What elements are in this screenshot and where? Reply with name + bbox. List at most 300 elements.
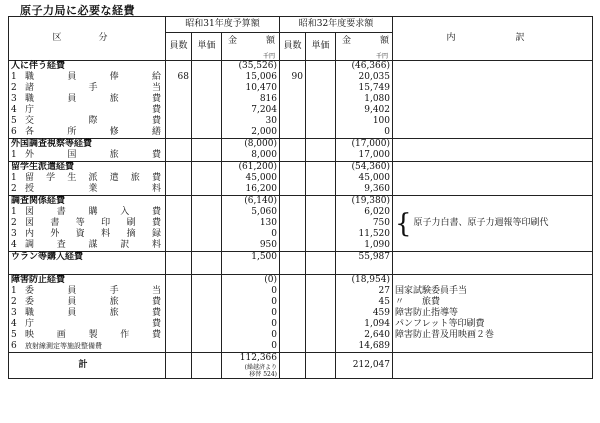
- group-fy32-total: (18,954): [351, 275, 390, 285]
- item-char: 刷: [126, 218, 136, 228]
- item-fy32-count: [282, 94, 303, 105]
- item-char: 録: [151, 229, 161, 239]
- item-label: [11, 83, 163, 94]
- item-fy32-amount: 1,090: [364, 240, 390, 250]
- item-char: 旅: [109, 150, 119, 160]
- cell-line: [194, 252, 219, 263]
- group-row: [9, 196, 593, 252]
- item-label: [11, 297, 163, 308]
- item-label: [11, 286, 163, 297]
- item-fy32-count: [282, 116, 303, 127]
- item-char: 旅: [109, 297, 119, 307]
- item-char: 修: [109, 127, 119, 137]
- group-title: 調査関係経費: [11, 196, 66, 206]
- item-number: 1: [11, 286, 17, 296]
- breakdown-note: [393, 252, 593, 275]
- group-category: [9, 139, 166, 162]
- item-fy32-count: [282, 218, 303, 229]
- cell-line: [308, 61, 333, 72]
- item-name: [25, 94, 163, 105]
- item-fy32-count: [282, 173, 303, 184]
- item-fy31-amount: 10,470: [245, 83, 277, 93]
- item-number: 4: [11, 105, 17, 115]
- item-char: 員: [67, 308, 77, 318]
- cell-line: [168, 252, 189, 263]
- item-fy31-unit: [194, 341, 219, 352]
- item-number: 1: [11, 207, 17, 217]
- item-number: 3: [11, 94, 17, 104]
- cell-line: [282, 252, 303, 263]
- item-char: 手: [109, 286, 119, 296]
- item-number: 2: [11, 83, 17, 93]
- group-title: 障害防止経費: [11, 275, 66, 285]
- item-fy32-amount: 2,640: [364, 330, 390, 340]
- item-fy32-unit: [308, 286, 333, 297]
- item-char: 図: [25, 218, 35, 228]
- item-char: 摘: [126, 229, 136, 239]
- total-fy31-count: [166, 353, 192, 379]
- item-char: 映: [25, 330, 35, 340]
- item-label: [11, 240, 163, 251]
- item-number: 1: [11, 173, 17, 183]
- item-char: 謀: [88, 240, 98, 250]
- item-fy32-unit: [308, 319, 333, 330]
- item-name: [25, 150, 163, 161]
- header-fy32: 昭和32年度要求額: [280, 17, 393, 33]
- item-name: [25, 127, 163, 138]
- item-char: 職: [25, 308, 35, 318]
- item-fy31-amount: 0: [271, 286, 277, 296]
- item-name: [25, 105, 163, 116]
- fy31-unit-price: [192, 196, 222, 252]
- item-fy31-unit: [194, 150, 219, 161]
- total-label: 計: [9, 353, 166, 379]
- item-char: 員: [67, 297, 77, 307]
- item-note: [395, 105, 590, 116]
- item-fy32-count: [282, 240, 303, 251]
- item-fy32-count: [282, 150, 303, 161]
- group-row: [9, 162, 593, 196]
- group-row: [9, 61, 593, 139]
- item-char: 手: [88, 83, 98, 93]
- item-char: 費: [151, 330, 161, 340]
- breakdown-note: [393, 162, 593, 196]
- group-category: [9, 162, 166, 196]
- item-fy32-unit: [308, 83, 333, 94]
- item-fy31-amount: 45,000: [245, 173, 277, 183]
- item-fy31-count: [168, 341, 189, 352]
- cell-line: [168, 275, 189, 286]
- item-fy31-unit: [194, 94, 219, 105]
- group-fy32-total: (19,380): [351, 196, 390, 206]
- fy32-amount: [336, 275, 393, 353]
- item-fy32-unit: [308, 218, 333, 229]
- item-fy32-amount: 17,000: [358, 150, 390, 160]
- item-fy31-unit: [194, 319, 219, 330]
- item-fy32-count: [282, 184, 303, 195]
- item-char: 委: [25, 286, 35, 296]
- fy31-amount: [222, 139, 280, 162]
- item-fy32-amount: 9,402: [364, 105, 390, 115]
- fy31-count: [166, 196, 192, 252]
- item-char: 国: [67, 150, 77, 160]
- item-name: [25, 173, 163, 184]
- item-char: 旅: [109, 94, 119, 104]
- item-fy31-count: [168, 184, 189, 195]
- item-fy31-unit: [194, 229, 219, 240]
- item-char: 授: [25, 184, 35, 194]
- item-fy32-count: [282, 286, 303, 297]
- item-number: 4: [11, 319, 17, 329]
- item-char: 諸: [25, 83, 35, 93]
- cell-line: [168, 139, 189, 150]
- item-char: 員: [67, 286, 77, 296]
- fy32-unit-price: [306, 61, 336, 139]
- item-label: [11, 319, 163, 330]
- group-title: 外国調査視察等経費: [11, 139, 93, 149]
- item-char: 料: [151, 240, 161, 250]
- item-fy31-unit: [194, 330, 219, 341]
- fy32-amount: [336, 139, 393, 162]
- item-note: [395, 341, 590, 352]
- item-note: [395, 173, 590, 184]
- item-char: 料: [151, 184, 161, 194]
- item-fy32-amount: 1,094: [364, 319, 390, 329]
- item-char: 交: [25, 116, 35, 126]
- item-fy31-unit: [194, 207, 219, 218]
- item-fy31-count: [168, 240, 189, 251]
- item-label: [11, 229, 163, 240]
- item-fy32-amount: 9,360: [364, 184, 390, 194]
- item-fy32-unit: [308, 341, 333, 352]
- item-name: [25, 308, 163, 319]
- item-char: 費: [151, 319, 161, 329]
- group-fy31-total: (35,526): [238, 61, 277, 71]
- item-fy31-amount: 30: [265, 116, 277, 126]
- item-char: 外: [50, 229, 60, 239]
- group-category: [9, 61, 166, 139]
- item-char: 調: [25, 240, 35, 250]
- item-fy31-amount: 7,204: [251, 105, 277, 115]
- item-char: 費: [151, 308, 161, 318]
- item-fy31-amount: 0: [271, 229, 277, 239]
- group-note-text: 原子力白書、原子力週報等印刷代: [413, 218, 549, 228]
- total-fy32-amount: 212,047: [336, 353, 393, 379]
- fy31-count: [166, 61, 192, 139]
- group-category: [9, 252, 166, 275]
- item-note: 国家試験委員手当: [395, 286, 468, 296]
- item-number: 6: [11, 341, 17, 351]
- item-fy32-count: [282, 83, 303, 94]
- item-number: 6: [11, 127, 17, 137]
- item-fy32-unit: [308, 150, 333, 161]
- item-fy31-count: [168, 150, 189, 161]
- item-fy32-unit: [308, 297, 333, 308]
- item-char: 費: [151, 150, 161, 160]
- fy32-unit-price: [306, 162, 336, 196]
- item-char: 旅: [109, 308, 119, 318]
- item-char: 画: [56, 330, 66, 340]
- item-fy32-count: [282, 207, 303, 218]
- group-fy31-total: (6,140): [244, 196, 277, 206]
- item-fy31-amount: 8,000: [251, 150, 277, 160]
- item-note: 障害防止指導等: [395, 308, 459, 318]
- fy32-amount: [336, 162, 393, 196]
- item-char: 職: [25, 72, 35, 82]
- item-fy32-unit: [308, 105, 333, 116]
- item-fy32-unit: [308, 240, 333, 251]
- header-fy31-count: 員数: [166, 33, 192, 61]
- breakdown-note: [393, 139, 593, 162]
- item-label: [11, 94, 163, 105]
- item-fy31-amount: 130: [259, 218, 277, 228]
- total-fy32-unit: [306, 353, 336, 379]
- item-number: 1: [11, 150, 17, 160]
- item-char: 学: [46, 173, 56, 183]
- item-char: 費: [151, 218, 161, 228]
- item-number: 4: [11, 240, 17, 250]
- item-fy31-amount: 0: [271, 319, 277, 329]
- item-char: 派: [88, 173, 98, 183]
- item-fy32-count: [282, 127, 303, 138]
- item-char: 査: [56, 240, 66, 250]
- item-fy31-count: [168, 229, 189, 240]
- cell-line: [194, 139, 219, 150]
- total-fy31-amount: 112,366 (繰越済より 移替 524): [222, 353, 280, 379]
- cell-line: [395, 252, 590, 263]
- item-name: [25, 330, 163, 341]
- cell-line: [282, 61, 303, 72]
- item-char: 作: [120, 330, 130, 340]
- item-fy32-count: [282, 105, 303, 116]
- item-char: 費: [151, 297, 161, 307]
- item-fy31-unit: [194, 240, 219, 251]
- item-fy31-amount: 5,060: [251, 207, 277, 217]
- item-char: 費: [151, 207, 161, 217]
- fy31-unit-price: [192, 162, 222, 196]
- fy31-unit-price: [192, 275, 222, 353]
- item-char: 庁: [25, 105, 35, 115]
- group-fy31-total: (61,200): [238, 162, 277, 172]
- item-number: 3: [11, 308, 17, 318]
- item-char: 給: [151, 72, 161, 82]
- group-row: [9, 139, 593, 162]
- cell-line: [395, 162, 590, 173]
- fy31-count: [166, 139, 192, 162]
- item-fy31-unit: [194, 173, 219, 184]
- item-fy32-unit: [308, 330, 333, 341]
- group-fy32-total: (17,000): [351, 139, 390, 149]
- item-fy31-count: [168, 116, 189, 127]
- cell-line: [168, 61, 189, 72]
- item-fy32-amount: 45,000: [358, 173, 390, 183]
- cell-line: [308, 275, 333, 286]
- item-char: 俸: [109, 72, 119, 82]
- item-char: 繕: [151, 127, 161, 137]
- item-note: 〃 旅費: [395, 297, 441, 307]
- item-note: [395, 83, 590, 94]
- item-name: [25, 72, 163, 83]
- item-char: 旅: [130, 173, 140, 183]
- fy31-count: [166, 162, 192, 196]
- item-char: 員: [67, 94, 77, 104]
- item-note: [395, 150, 590, 161]
- item-number: 5: [11, 116, 17, 126]
- item-char: 職: [25, 94, 35, 104]
- item-number: 1: [11, 72, 17, 82]
- item-char: 資: [75, 229, 85, 239]
- item-char: 各: [25, 127, 35, 137]
- cell-line: [395, 139, 590, 150]
- header-fy31-amount: 金 額 千円: [222, 33, 280, 61]
- item-note: [395, 184, 590, 195]
- item-note: [395, 116, 590, 127]
- fy32-unit-price: [306, 252, 336, 275]
- item-name: [25, 240, 163, 251]
- item-name: [25, 83, 163, 94]
- cell-line: [282, 196, 303, 207]
- item-fy31-amount: 816: [259, 94, 277, 104]
- item-number: 2: [11, 297, 17, 307]
- fy32-unit-price: [306, 196, 336, 252]
- item-fy32-amount: 15,749: [358, 83, 390, 93]
- item-char: 図: [25, 207, 35, 217]
- item-fy32-count: [282, 319, 303, 330]
- item-fy31-amount: 2,000: [251, 127, 277, 137]
- fy32-count: [280, 196, 306, 252]
- group-row: [9, 252, 593, 275]
- item-fy32-count: [282, 229, 303, 240]
- header-fy31: 昭和31年度予算額: [166, 17, 280, 33]
- item-char: 費: [151, 116, 161, 126]
- breakdown-note: [393, 196, 593, 252]
- item-char: 書: [56, 207, 66, 217]
- header-category: 区 分: [9, 17, 166, 61]
- item-fy31-unit: [194, 127, 219, 138]
- group-fy31-total: 1,500: [251, 252, 277, 262]
- item-note: [395, 127, 590, 138]
- item-char: 留: [25, 173, 35, 183]
- item-name: [25, 116, 163, 127]
- cell-line: [194, 61, 219, 72]
- item-note: パンフレット等印刷費: [395, 319, 485, 329]
- item-fy31-amount: 0: [271, 341, 277, 351]
- item-fy32-unit: [308, 127, 333, 138]
- fy31-unit-price: [192, 61, 222, 139]
- group-title: 人に伴う経費: [11, 61, 66, 71]
- group-title: ウラン等購入経費: [11, 252, 84, 262]
- item-char: 際: [88, 116, 98, 126]
- header-breakdown: 内 訳: [393, 17, 593, 61]
- item-fy31-unit: [194, 83, 219, 94]
- item-label: [11, 150, 163, 161]
- fy32-count: [280, 162, 306, 196]
- group-row: [9, 275, 593, 353]
- item-label: [11, 207, 163, 218]
- group-fy32-total: 55,987: [358, 252, 390, 262]
- item-fy31-unit: [194, 286, 219, 297]
- item-char: 当: [151, 83, 161, 93]
- item-fy31-count: [168, 297, 189, 308]
- item-number: 3: [11, 229, 17, 239]
- item-fy32-count: [282, 341, 303, 352]
- item-fy31-unit: [194, 184, 219, 195]
- fy32-amount: [336, 61, 393, 139]
- fy32-count: [280, 61, 306, 139]
- brace-icon: {: [395, 208, 412, 239]
- item-name: [25, 297, 163, 308]
- item-char: 遣: [109, 173, 119, 183]
- cell-line: [194, 196, 219, 207]
- item-label: [11, 341, 163, 352]
- item-fy32-unit: [308, 184, 333, 195]
- item-char: 書: [50, 218, 60, 228]
- group-fy31-total: (8,000): [244, 139, 277, 149]
- fy32-amount: [336, 252, 393, 275]
- item-fy32-amount: 6,020: [364, 207, 390, 217]
- item-char: 購: [88, 207, 98, 217]
- item-label: [11, 72, 163, 83]
- item-fy31-unit: [194, 105, 219, 116]
- item-label: [11, 330, 163, 341]
- item-char: 費: [151, 173, 161, 183]
- fy31-unit-price: [192, 139, 222, 162]
- fy32-count: [280, 252, 306, 275]
- item-fy32-amount: 20,035: [358, 72, 390, 82]
- item-fy31-amount: 15,006: [245, 72, 277, 82]
- fy31-amount: [222, 162, 280, 196]
- group-title: 留学生派遣経費: [11, 162, 75, 172]
- cell-line: [395, 275, 590, 286]
- item-fy32-unit: [308, 173, 333, 184]
- item-fy31-amount: 16,200: [245, 184, 277, 194]
- document-title: 原子力局に必要な経費: [20, 4, 135, 17]
- item-fy31-count: [168, 308, 189, 319]
- item-name: [25, 286, 163, 297]
- fy32-unit-price: [306, 139, 336, 162]
- item-char: 所: [67, 127, 77, 137]
- group-fy32-total: (46,366): [351, 61, 390, 71]
- item-char: 等: [75, 218, 85, 228]
- item-fy31-amount: 0: [271, 330, 277, 340]
- cell-line: [168, 196, 189, 207]
- fy31-amount: [222, 275, 280, 353]
- item-label: [11, 218, 163, 229]
- item-fy31-unit: [194, 297, 219, 308]
- fy32-unit-price: [306, 275, 336, 353]
- item-fy32-unit: [308, 116, 333, 127]
- item-fy31-count: [168, 173, 189, 184]
- cell-line: [194, 275, 219, 286]
- item-fy32-amount: 27: [378, 286, 390, 296]
- cell-line: [395, 61, 590, 72]
- item-fy31-count: [168, 83, 189, 94]
- total-breakdown: [393, 353, 593, 379]
- cell-line: [308, 252, 333, 263]
- item-label: [11, 184, 163, 195]
- item-name: [25, 229, 163, 240]
- item-fy32-amount: 0: [384, 127, 390, 137]
- item-label: [11, 116, 163, 127]
- item-char: 訳: [120, 240, 130, 250]
- header-fy32-count: 員数: [280, 33, 306, 61]
- item-label: [11, 127, 163, 138]
- item-fy32-amount: 1,080: [364, 94, 390, 104]
- group-fy31-total: (0): [264, 275, 277, 285]
- item-label: [11, 308, 163, 319]
- item-name: [25, 218, 163, 229]
- item-number: 2: [11, 184, 17, 194]
